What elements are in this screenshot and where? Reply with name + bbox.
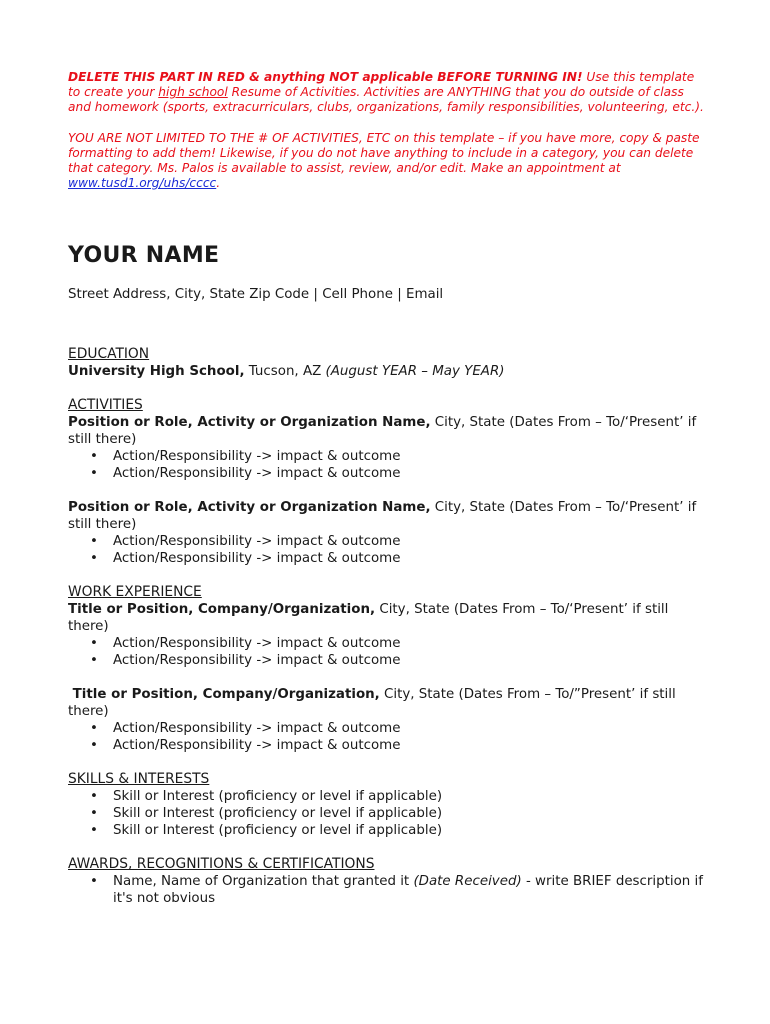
list-item: • Action/Responsibility -> impact & outcome xyxy=(113,533,708,550)
activity-entry xyxy=(68,499,708,567)
instructions-text: . xyxy=(216,176,221,191)
resume-name: YOUR NAME xyxy=(68,243,220,269)
activity-bullets xyxy=(68,533,708,567)
work-section xyxy=(68,584,708,754)
appointment-link[interactable]: www.tusd1.org/uhs/cccc xyxy=(68,176,217,191)
award-date: (Date Received) xyxy=(413,874,522,890)
work-title: Title or Position, Company/Organization, xyxy=(68,687,380,703)
activity-entry xyxy=(68,414,708,482)
work-bullets xyxy=(68,635,708,669)
activity-title-line xyxy=(68,414,708,448)
list-item: • Action/Responsibility -> impact & outcome xyxy=(113,448,708,465)
activities-heading: ACTIVITIES xyxy=(68,397,143,414)
instructions-underline-text: high school xyxy=(158,85,228,100)
instructions-bold-warning: DELETE THIS PART IN RED & anything NOT applicable BEFORE TURNING IN! xyxy=(68,70,583,84)
school-name: University High School, xyxy=(68,364,245,380)
awards-bullets xyxy=(68,873,708,907)
activity-bullets xyxy=(68,448,708,482)
school-location: Tucson, AZ xyxy=(244,364,326,380)
contact-line: Street Address, City, State Zip Code | Cell Phone | Email xyxy=(68,287,444,303)
education-entry xyxy=(68,363,708,380)
activity-title: Position or Role, Activity or Organization Name, xyxy=(68,415,431,431)
instructions-text: Resume of Activities. Activities are ANYTHING that you do outside of class and homework (sports, extracurriculars, clubs, organizations, family responsibilities, volunteering, etc.). xyxy=(68,85,704,115)
resume-page xyxy=(68,70,708,907)
list-item xyxy=(113,873,708,907)
skills-section xyxy=(68,771,708,839)
work-bullets xyxy=(68,720,708,754)
activity-details: City, State (Dates From – To/‘Present’ if still there) xyxy=(68,500,697,533)
activity-title-line xyxy=(68,499,708,533)
list-item: • Action/Responsibility -> impact & outcome xyxy=(113,635,708,652)
award-text: Name, Name of Organization that granted it xyxy=(113,874,414,890)
work-entry xyxy=(68,601,708,669)
school-dates: (August YEAR – May YEAR) xyxy=(325,364,505,380)
work-heading: WORK EXPERIENCE xyxy=(68,584,202,601)
list-item: • Skill or Interest (proficiency or level if applicable) xyxy=(113,788,708,805)
award-text: - write BRIEF description if it's not obvious xyxy=(113,874,703,907)
skills-heading: SKILLS & INTERESTS xyxy=(68,771,210,788)
activities-section xyxy=(68,397,708,567)
work-details: City, State (Dates From – To/”Present’ if still there) xyxy=(68,687,676,720)
instructions-paragraph-1 xyxy=(68,70,708,116)
list-item: • Action/Responsibility -> impact & outcome xyxy=(113,550,708,567)
list-item: • Action/Responsibility -> impact & outcome xyxy=(113,652,708,669)
list-item: • Action/Responsibility -> impact & outcome xyxy=(113,465,708,482)
instructions-text: YOU ARE NOT LIMITED TO THE # OF ACTIVITIES, ETC on this template – if you have more, copy & paste formatting to add them! Likewise, if you do not have anything to include in a category, you can delete that category. Ms. Palos is available to assist, review, and/or edit. Make an appointment at xyxy=(68,130,700,176)
list-item: • Skill or Interest (proficiency or level if applicable) xyxy=(113,822,708,839)
work-title-line xyxy=(68,686,708,720)
list-item: • Action/Responsibility -> impact & outcome xyxy=(113,720,708,737)
work-title: Title or Position, Company/Organization, xyxy=(68,602,376,618)
instructions-paragraph-2 xyxy=(68,131,708,192)
education-heading: EDUCATION xyxy=(68,346,150,363)
activity-details: City, State (Dates From – To/‘Present’ if still there) xyxy=(68,415,697,448)
activity-title: Position or Role, Activity or Organization Name, xyxy=(68,500,431,516)
education-section xyxy=(68,346,708,380)
skills-bullets xyxy=(68,788,708,839)
awards-heading: AWARDS, RECOGNITIONS & CERTIFICATIONS xyxy=(68,856,375,873)
list-item: • Action/Responsibility -> impact & outcome xyxy=(113,737,708,754)
work-entry xyxy=(68,686,708,754)
list-item: • Skill or Interest (proficiency or level if applicable) xyxy=(113,805,708,822)
awards-section xyxy=(68,856,708,907)
work-details: City, State (Dates From – To/‘Present’ if still there) xyxy=(68,602,669,635)
work-title-line xyxy=(68,601,708,635)
instructions-text: Use this template to create your xyxy=(68,70,695,100)
